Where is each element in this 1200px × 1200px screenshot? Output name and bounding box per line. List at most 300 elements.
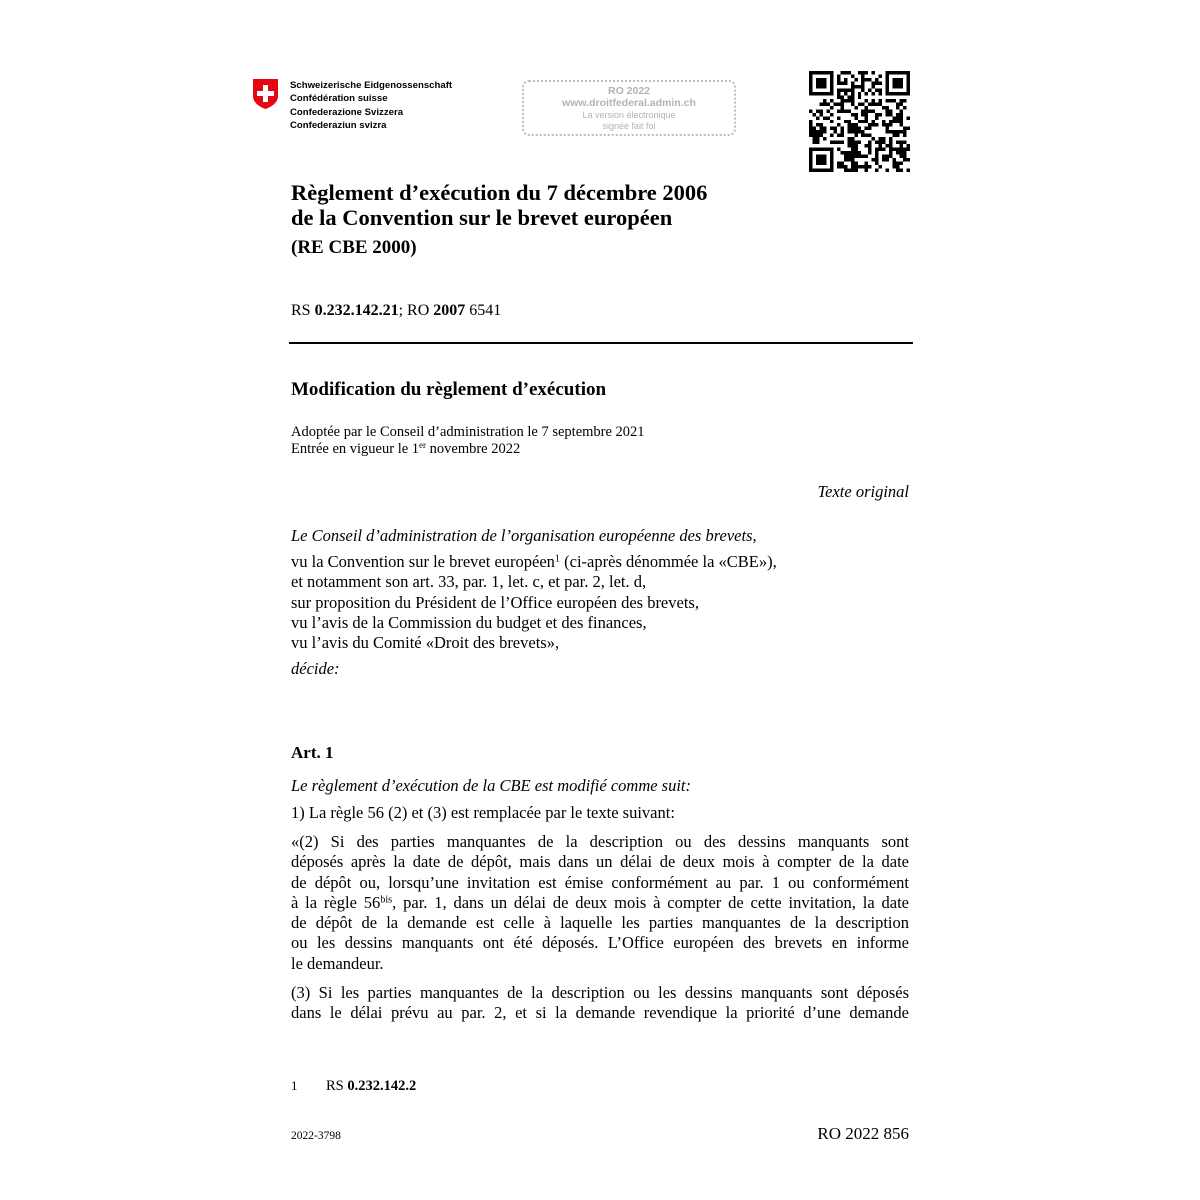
qr-module: [833, 130, 836, 133]
qr-module: [823, 116, 826, 119]
preamble-line: et notamment son art. 33, par. 1, let. c, et par. 2, let. d,: [291, 572, 647, 592]
qr-module: [812, 71, 815, 74]
qr-module: [830, 74, 833, 77]
qr-module: [861, 109, 864, 112]
qr-module: [830, 151, 833, 154]
paragraph-line: (3) Si les parties manquantes de la description ou les dessins manquants sont déposés: [291, 983, 909, 1002]
qr-module: [819, 169, 822, 172]
qr-module: [819, 158, 822, 161]
qr-module: [858, 85, 861, 88]
qr-module: [819, 92, 822, 95]
qr-module: [879, 102, 882, 105]
qr-module: [900, 81, 903, 84]
qr-module: [830, 141, 833, 144]
qr-module: [896, 169, 899, 172]
qr-module: [900, 78, 903, 81]
qr-module: [865, 155, 868, 158]
qr-module: [889, 123, 892, 126]
qr-module: [830, 81, 833, 84]
qr-module: [854, 169, 857, 172]
qr-module: [847, 158, 850, 161]
document-id: 2022-3798: [291, 1130, 341, 1142]
qr-module: [861, 74, 864, 77]
qr-module: [886, 92, 889, 95]
qr-module: [865, 144, 868, 147]
qr-module: [900, 116, 903, 119]
qr-module: [819, 134, 822, 137]
qr-module: [851, 144, 854, 147]
qr-module: [889, 144, 892, 147]
qr-module: [823, 148, 826, 151]
qr-module: [896, 162, 899, 165]
qr-module: [868, 78, 871, 81]
qr-module: [809, 148, 812, 151]
qr-module: [903, 92, 906, 95]
qr-module: [893, 134, 896, 137]
qr-module: [865, 134, 868, 137]
qr-module: [830, 127, 833, 130]
footnote-rs-prefix: RS: [326, 1078, 348, 1094]
qr-module: [844, 71, 847, 74]
qr-module: [886, 88, 889, 91]
qr-module: [851, 85, 854, 88]
qr-module: [875, 155, 878, 158]
qr-module: [819, 85, 822, 88]
qr-module: [851, 102, 854, 105]
qr-module: [847, 169, 850, 172]
qr-module: [837, 92, 840, 95]
qr-module: [823, 81, 826, 84]
qr-module: [844, 165, 847, 168]
rule-56-paragraph-3: [291, 983, 909, 1024]
qr-module: [893, 162, 896, 165]
rule-ref-rest: , par. 1, dans un délai de deux mois à compter de cette invitation, la date: [392, 892, 909, 912]
qr-module: [830, 165, 833, 168]
qr-module: [872, 71, 875, 74]
qr-module: [812, 169, 815, 172]
qr-module: [837, 123, 840, 126]
qr-module: [809, 155, 812, 158]
qr-module: [868, 102, 871, 105]
qr-module: [844, 81, 847, 84]
reference-line: [291, 302, 501, 320]
qr-module: [879, 137, 882, 140]
qr-module: [840, 95, 843, 98]
qr-module: [889, 71, 892, 74]
qr-module: [889, 137, 892, 140]
preamble-line: sur proposition du Président de l’Office européen des brevets,: [291, 592, 699, 612]
qr-module: [847, 71, 850, 74]
qr-module: [816, 78, 819, 81]
qr-module: [840, 106, 843, 109]
qr-module: [844, 99, 847, 102]
federal-administration-names: [290, 79, 452, 133]
qr-module: [812, 113, 815, 116]
qr-module: [872, 120, 875, 123]
qr-module: [854, 165, 857, 168]
qr-module: [847, 141, 850, 144]
qr-module: [854, 130, 857, 133]
qr-module: [882, 123, 885, 126]
qr-module: [809, 151, 812, 154]
qr-module: [907, 71, 910, 74]
qr-module: [840, 134, 843, 137]
qr-module: [907, 81, 910, 84]
qr-module: [865, 78, 868, 81]
qr-module: [886, 106, 889, 109]
qr-module: [851, 74, 854, 77]
qr-code-icon: [809, 71, 910, 172]
qr-module: [858, 165, 861, 168]
qr-module: [882, 141, 885, 144]
qr-module: [900, 141, 903, 144]
qr-module: [893, 71, 896, 74]
qr-module: [816, 137, 819, 140]
qr-module: [844, 151, 847, 154]
preamble-line: vu l’avis du Comité «Droit des brevets»,: [291, 633, 560, 653]
qr-module: [830, 88, 833, 91]
qr-module: [823, 71, 826, 74]
qr-module: [837, 88, 840, 91]
qr-module: [854, 116, 857, 119]
qr-module: [865, 116, 868, 119]
qr-module: [819, 81, 822, 84]
qr-module: [854, 155, 857, 158]
qr-module: [872, 102, 875, 105]
qr-module: [844, 88, 847, 91]
qr-module: [823, 92, 826, 95]
qr-module: [830, 134, 833, 137]
footnote: [291, 1078, 416, 1095]
qr-module: [875, 141, 878, 144]
rs-number: 0.232.142.21: [314, 302, 399, 319]
qr-module: [851, 113, 854, 116]
rule-56-paragraph-2: [291, 832, 909, 974]
qr-module: [809, 88, 812, 91]
qr-module: [861, 102, 864, 105]
qr-module: [872, 85, 875, 88]
qr-module: [816, 134, 819, 137]
qr-module: [900, 162, 903, 165]
qr-module: [823, 102, 826, 105]
qr-module: [851, 130, 854, 133]
qr-module: [847, 155, 850, 158]
qr-module: [879, 88, 882, 91]
qr-module: [903, 106, 906, 109]
paragraph-line: dans le délai prévu au par. 2, et si la demande revendique la priorité d’une demande: [291, 1003, 909, 1023]
qr-module: [903, 99, 906, 102]
qr-module: [809, 81, 812, 84]
footnote-ref: 1: [554, 553, 561, 565]
qr-module: [900, 155, 903, 158]
qr-module: [893, 130, 896, 133]
qr-module: [823, 162, 826, 165]
qr-module: [896, 151, 899, 154]
rs-prefix: RS: [291, 302, 315, 319]
qr-module: [840, 151, 843, 154]
qr-module: [844, 78, 847, 81]
qr-module: [840, 109, 843, 112]
qr-module: [907, 92, 910, 95]
qr-module: [879, 99, 882, 102]
qr-module: [819, 155, 822, 158]
qr-module: [847, 88, 850, 91]
qr-module: [900, 71, 903, 74]
qr-module: [900, 113, 903, 116]
original-text-label: Texte original: [817, 482, 909, 501]
qr-module: [861, 85, 864, 88]
qr-module: [809, 74, 812, 77]
qr-module: [816, 158, 819, 161]
qr-module: [840, 141, 843, 144]
qr-module: [837, 109, 840, 112]
qr-module: [865, 71, 868, 74]
qr-module: [900, 130, 903, 133]
qr-module: [861, 155, 864, 158]
qr-module: [893, 99, 896, 102]
qr-module: [889, 155, 892, 158]
qr-module: [907, 78, 910, 81]
qr-module: [865, 162, 868, 165]
electronic-signature-stamp: [522, 80, 736, 136]
qr-module: [886, 99, 889, 102]
qr-module: [851, 141, 854, 144]
qr-module: [879, 81, 882, 84]
qr-module: [854, 134, 857, 137]
qr-module: [840, 81, 843, 84]
qr-module: [826, 92, 829, 95]
qr-module: [837, 102, 840, 105]
horizontal-divider: [289, 342, 913, 344]
qr-module: [903, 158, 906, 161]
qr-module: [847, 151, 850, 154]
qr-module: [886, 109, 889, 112]
qr-module: [844, 120, 847, 123]
qr-module: [875, 88, 878, 91]
qr-module: [854, 123, 857, 126]
qr-module: [865, 109, 868, 112]
qr-module: [851, 162, 854, 165]
qr-module: [900, 151, 903, 154]
qr-module: [875, 81, 878, 84]
qr-module: [823, 158, 826, 161]
qr-module: [816, 148, 819, 151]
qr-module: [854, 113, 857, 116]
qr-module: [812, 148, 815, 151]
qr-module: [903, 155, 906, 158]
qr-module: [893, 148, 896, 151]
qr-module: [875, 158, 878, 161]
qr-module: [809, 92, 812, 95]
qr-module: [896, 113, 899, 116]
qr-module: [823, 85, 826, 88]
ro-reference: RO 2022 856: [817, 1124, 909, 1143]
qr-module: [868, 148, 871, 151]
qr-module: [823, 127, 826, 130]
paragraph-line: le demandeur.: [291, 953, 384, 973]
qr-module: [865, 92, 868, 95]
modification-title: Modification du règlement d’exécution: [291, 379, 607, 400]
qr-module: [837, 148, 840, 151]
qr-module: [865, 106, 868, 109]
qr-module: [907, 169, 910, 172]
qr-module: [851, 99, 854, 102]
footnote-number: 1: [291, 1078, 298, 1093]
document-title: [291, 180, 707, 230]
qr-module: [868, 134, 871, 137]
qr-module: [868, 141, 871, 144]
qr-module: [826, 102, 829, 105]
qr-module: [830, 169, 833, 172]
article-heading: Art. 1: [291, 743, 334, 762]
qr-module: [833, 127, 836, 130]
qr-module: [816, 92, 819, 95]
qr-module: [896, 78, 899, 81]
qr-module: [837, 78, 840, 81]
preamble-line: [291, 552, 777, 572]
preamble-line: vu l’avis de la Commission du budget et des finances,: [291, 612, 647, 632]
adoption-info: [291, 424, 645, 457]
qr-module: [812, 134, 815, 137]
qr-module: [826, 109, 829, 112]
qr-module: [865, 120, 868, 123]
qr-module: [861, 120, 864, 123]
paragraph-line: de dépôt de la demande est celle à laquelle les parties manquantes de la description: [291, 913, 909, 933]
qr-module: [816, 71, 819, 74]
qr-module: [865, 169, 868, 172]
qr-module: [882, 148, 885, 151]
qr-module: [851, 95, 854, 98]
qr-module: [826, 116, 829, 119]
qr-module: [830, 99, 833, 102]
entry-prefix: Entrée en vigueur le 1: [291, 440, 420, 457]
qr-module: [868, 151, 871, 154]
qr-module: [865, 99, 868, 102]
qr-module: [858, 102, 861, 105]
qr-module: [854, 106, 857, 109]
paragraph-line: ou les dessins manquants ont été déposés. L’Office européen des brevets en informe: [291, 933, 909, 953]
qr-module: [861, 78, 864, 81]
qr-module: [861, 113, 864, 116]
qr-module: [868, 109, 871, 112]
qr-module: [893, 92, 896, 95]
qr-module: [812, 130, 815, 133]
admin-line-rm: Confederaziun svizra: [290, 120, 387, 132]
qr-module: [830, 148, 833, 151]
qr-module: [809, 165, 812, 168]
qr-module: [823, 155, 826, 158]
qr-module: [907, 116, 910, 119]
qr-module: [882, 155, 885, 158]
qr-module: [865, 127, 868, 130]
qr-module: [893, 116, 896, 119]
qr-module: [809, 158, 812, 161]
decision-word: décide:: [291, 659, 340, 678]
qr-module: [896, 134, 899, 137]
qr-module: [886, 71, 889, 74]
qr-module: [809, 71, 812, 74]
qr-module: [858, 95, 861, 98]
qr-module: [830, 162, 833, 165]
qr-module: [851, 158, 854, 161]
preamble-considerations: [291, 552, 777, 653]
qr-module: [875, 123, 878, 126]
qr-module: [900, 120, 903, 123]
qr-module: [900, 102, 903, 105]
qr-module: [893, 158, 896, 161]
qr-module: [854, 78, 857, 81]
qr-module: [819, 102, 822, 105]
qr-module: [847, 123, 850, 126]
qr-module: [816, 130, 819, 133]
qr-module: [886, 169, 889, 172]
qr-module: [858, 92, 861, 95]
qr-module: [823, 169, 826, 172]
qr-module: [809, 78, 812, 81]
qr-module: [837, 116, 840, 119]
qr-module: [872, 123, 875, 126]
qr-module: [819, 148, 822, 151]
qr-module: [819, 109, 822, 112]
qr-module: [844, 92, 847, 95]
qr-module: [819, 123, 822, 126]
qr-module: [858, 141, 861, 144]
qr-module: [830, 120, 833, 123]
qr-module: [907, 148, 910, 151]
qr-module: [840, 71, 843, 74]
qr-module: [840, 127, 843, 130]
qr-module: [844, 169, 847, 172]
qr-module: [854, 127, 857, 130]
qr-module: [886, 155, 889, 158]
qr-module: [847, 99, 850, 102]
qr-module: [889, 99, 892, 102]
qr-module: [872, 158, 875, 161]
qr-module: [875, 169, 878, 172]
qr-module: [886, 130, 889, 133]
qr-module: [851, 81, 854, 84]
qr-module: [889, 141, 892, 144]
qr-module: [886, 113, 889, 116]
qr-module: [847, 130, 850, 133]
qr-module: [907, 127, 910, 130]
qr-module: [879, 113, 882, 116]
qr-module: [851, 88, 854, 91]
ro-prefix: ; RO: [398, 302, 434, 319]
qr-module: [886, 158, 889, 161]
footnote-rs-number: 0.232.142.2: [347, 1078, 417, 1094]
qr-module: [819, 127, 822, 130]
qr-module: [875, 148, 878, 151]
admin-line-de: Schweizerische Eidgenossenschaft: [290, 80, 453, 91]
qr-module: [893, 85, 896, 88]
qr-module: [868, 123, 871, 126]
qr-module: [816, 109, 819, 112]
qr-module: [812, 141, 815, 144]
article-intro: Le règlement d’exécution de la CBE est modifié comme suit:: [291, 776, 692, 795]
qr-module: [903, 130, 906, 133]
qr-module: [816, 85, 819, 88]
qr-module: [875, 102, 878, 105]
paragraph-line: déposés après la date de dépôt, mais dans un délai de deux mois à compter de la date: [291, 852, 909, 872]
qr-module: [882, 158, 885, 161]
qr-module: [816, 162, 819, 165]
qr-module: [889, 113, 892, 116]
qr-module: [882, 137, 885, 140]
qr-module: [812, 127, 815, 130]
qr-module: [851, 127, 854, 130]
qr-module: [851, 155, 854, 158]
